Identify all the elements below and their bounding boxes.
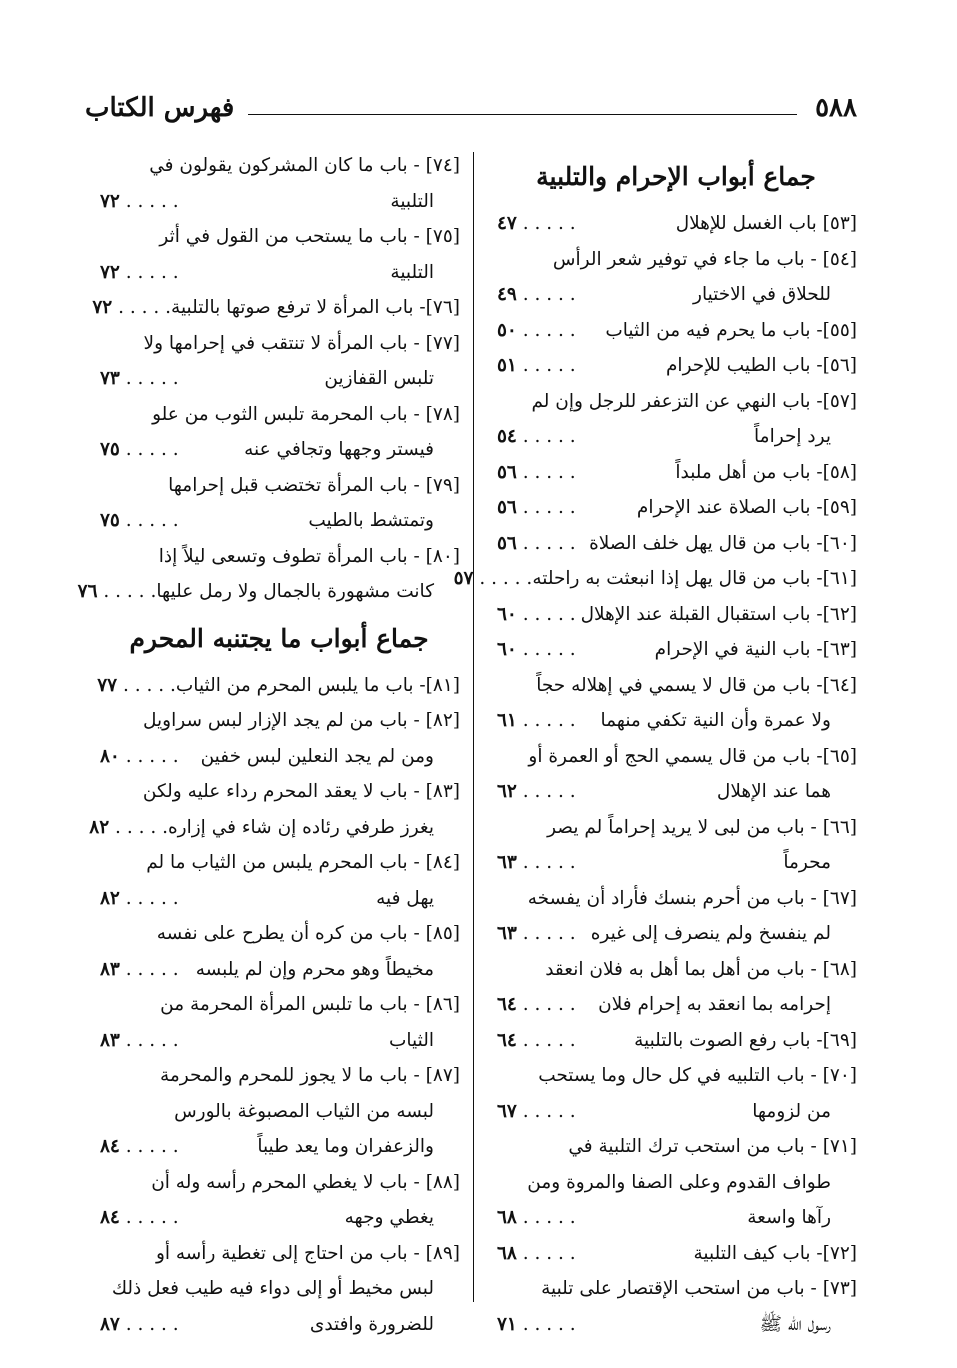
- index-entry-line: [98, 539, 460, 575]
- index-entry-line: [98, 987, 460, 1023]
- entry-text: طواف القدوم وعلى الصفا والمروة ومن: [527, 1171, 831, 1193]
- entry-text: [٧٣] - باب من استحب الإقتصار على تلبية: [541, 1278, 857, 1299]
- index-entry-line: [98, 326, 460, 362]
- entry-text: لبسه من الثياب المصبوغة بالورس: [174, 1100, 434, 1122]
- index-entry-line: [495, 597, 857, 633]
- index-entry-line: [495, 242, 857, 278]
- index-entry-line: [495, 1058, 857, 1094]
- entry-page-number: . . . ٧٦: [76, 574, 157, 610]
- index-entry-line: [495, 739, 857, 775]
- index-entry-line: [98, 703, 460, 739]
- entry-text: [٧٤] - باب ما كان المشركون يقولون في: [149, 155, 460, 176]
- index-entry-line: [98, 148, 460, 184]
- index-entry-line: [98, 845, 460, 881]
- index-entry-line: [98, 397, 460, 433]
- entry-text: [٦١]- باب من قال يهل إذا انبعثت به راحلته: [532, 568, 857, 589]
- index-entry-line: [98, 1307, 460, 1343]
- entry-page-number: . . . ٤٩: [495, 277, 576, 313]
- entry-text: [٦٧] - باب من أحرم بنسك فأراد أن يفسخه: [527, 887, 857, 909]
- entry-page-number: . . . ٨٢: [98, 881, 179, 917]
- entry-text: [٦٤]- باب من قال لا يسمي في إهلاله حجاً: [536, 674, 857, 696]
- entry-page-number: . . . ٥٧: [452, 561, 533, 597]
- entry-text: وتمتشط بالطيب: [308, 510, 434, 531]
- entry-text: رسول الله ﷺ: [759, 1313, 831, 1335]
- index-entry-line: [495, 348, 857, 384]
- entry-text: [٦٩]- باب رفع الصوت بالتلبية: [634, 1029, 857, 1051]
- entry-text: [٨٦] - باب ما تلبس المرأة المحرمة من: [160, 994, 460, 1015]
- index-entry-line: [98, 916, 460, 952]
- entry-text: يهل فيه: [376, 887, 434, 909]
- entry-page-number: . . . ٧٥: [98, 503, 179, 539]
- entry-page-number: . . . ٧١: [495, 1307, 576, 1343]
- index-entry-line: [98, 1129, 460, 1165]
- index-entry-line: [495, 1307, 857, 1343]
- index-entry-line: [98, 1058, 460, 1094]
- entry-text: [٨٧] - باب ما لا يجوز للمحرم والمحرمة: [159, 1065, 460, 1086]
- index-entry-line: [495, 1200, 857, 1236]
- index-entry-line: [98, 184, 460, 220]
- entry-page-number: . . . ٥٦: [495, 526, 576, 562]
- entry-text: [٧٨] - باب المحرمة تلبس الثوب من علو: [152, 403, 460, 425]
- entry-page-number: . . . ٦٤: [495, 987, 576, 1023]
- index-entry-line: [98, 739, 460, 775]
- entry-page-number: . . . ٧٢: [90, 290, 171, 326]
- header-rule: [248, 114, 797, 115]
- entry-text: تلبس القفازين: [324, 368, 434, 389]
- index-entry-line: [98, 1271, 460, 1307]
- entry-text: مخيطاً وهو محرم وإن لم يلبسه: [195, 958, 434, 980]
- index-entry-line: [495, 277, 857, 313]
- entry-page-number: . . . ٤٧: [495, 206, 576, 242]
- entry-page-number: . . . ٦٣: [495, 916, 576, 952]
- entry-text: [٨٤] - باب المحرم يلبس من الثياب ما لم: [146, 852, 460, 873]
- entry-text: كانت مشهورة بالجمال ولا رمل عليها: [156, 581, 434, 602]
- index-entry-line: [495, 916, 857, 952]
- entry-text: [٥٦]- باب الطيب للإحرام: [665, 355, 857, 376]
- entry-text: ولا عمرة وأن النية تكفي منهما: [600, 710, 831, 731]
- index-entry-line: [495, 987, 857, 1023]
- index-entry-line: [495, 419, 857, 455]
- index-entry-line: [495, 703, 857, 739]
- index-entry-line: [98, 774, 460, 810]
- entry-text: [٦٢]- باب استقبال القبلة عند الإهلال: [580, 603, 857, 625]
- entry-text: لم ينفسخ ولم ينصرف إلى غيره: [590, 923, 831, 944]
- index-entry-line: [98, 881, 460, 917]
- running-title: فهرس الكتاب: [85, 93, 235, 123]
- entry-text: رآها واسعة: [747, 1207, 831, 1228]
- index-entry-line: [77, 574, 460, 610]
- page-number: ٥٨٨: [815, 93, 857, 123]
- index-entry-line: [92, 290, 460, 326]
- entry-page-number: . . . ٨٣: [98, 952, 179, 988]
- entry-text: ومن لم يجد النعلين لبس خفين: [200, 745, 434, 767]
- index-entry-line: [495, 1129, 857, 1165]
- index-entry-line: [495, 490, 857, 526]
- section-title-ihram: جماع أبواب الإحرام والتلبية: [536, 162, 816, 191]
- entry-text: يغطي وجهه: [344, 1207, 434, 1228]
- entry-text: [٧٠] - باب التلبيه في كل حال وما يستحب: [538, 1065, 857, 1086]
- entry-page-number: . . . ٨٢: [87, 810, 168, 846]
- entry-page-number: . . . ٨٤: [98, 1129, 179, 1165]
- entry-page-number: . . . ٧٢: [98, 255, 179, 291]
- column-divider: [473, 152, 474, 1302]
- entry-text: [٨٥] - باب من كره أن يطرح على نفسه: [156, 923, 460, 944]
- entry-page-number: . . . ٨٠: [98, 739, 179, 775]
- entry-page-number: . . . ٥٠: [495, 313, 576, 349]
- entry-page-number: . . . ٦٠: [495, 597, 576, 633]
- entry-text: [٨٣] - باب لا يعقد المحرم رداء عليه ولكن: [142, 781, 460, 802]
- entry-text: لبس مخيط أو إلى دواء فيه طيب فعل ذلك: [111, 1278, 434, 1299]
- entry-text: التلبية: [390, 261, 434, 283]
- entry-text: [٦٨] - باب من أهل بما أهل به فلان انعقد: [545, 958, 857, 980]
- right-column-entries: [453, 206, 857, 1342]
- entry-text: [٧٢]- باب كيف التلبية: [693, 1242, 857, 1264]
- left-column-entries-1: [77, 148, 460, 610]
- left-column: [77, 148, 460, 1342]
- entry-text: [٥٤] - باب ما جاء في توفير شعر الرأس: [552, 248, 857, 270]
- entry-text: [٥٩]- باب الصلاة عند الإحرام: [636, 497, 857, 518]
- index-entry-line: [495, 206, 857, 242]
- index-entry-line: [453, 561, 857, 597]
- index-entry-line: [495, 845, 857, 881]
- entry-text: [٧٦]- باب المرأة لا ترفع صوتها بالتلبية: [171, 297, 460, 318]
- entry-text: [٧٧] - باب المرأة لا تنتقب في إحرامها ولا: [143, 332, 460, 354]
- index-entry-line: [495, 455, 857, 491]
- entry-text: [٥٧]- باب النهي عن التزعفر للرجل وإن لم: [531, 390, 857, 412]
- entry-page-number: . . . ٦١: [495, 703, 576, 739]
- index-entry-line: [98, 432, 460, 468]
- index-entry-line: [495, 632, 857, 668]
- right-column: [453, 148, 857, 1342]
- entry-text: [٨٩] - باب من احتاج إلى تغطية رأسه أو: [155, 1242, 460, 1264]
- entry-text: [٦٣]- باب النية في الإحرام: [654, 639, 857, 660]
- index-entry-line: [98, 952, 460, 988]
- index-entry-line: [98, 668, 460, 704]
- entry-text: [٦٥]- باب من قال يسمي الحج أو العمرة أو: [528, 745, 857, 767]
- index-entry-line: [495, 1236, 857, 1272]
- entry-page-number: . . . ٦٨: [495, 1236, 576, 1272]
- section-title-prohibitions: جماع أبواب ما يجتنبه المحرم: [129, 623, 429, 653]
- entry-page-number: . . . ٥٦: [495, 490, 576, 526]
- index-entry-line: [98, 1200, 460, 1236]
- entry-page-number: . . . ٥١: [495, 348, 576, 384]
- index-entry-line: [495, 1023, 857, 1059]
- entry-text: [٨٨] - باب لا يغطي المحرم رأسه وله أن: [151, 1171, 460, 1193]
- entry-text: [٥٣] باب الغسل للإهلال: [675, 213, 857, 234]
- index-entry-line: [98, 503, 460, 539]
- page-header: [85, 88, 857, 128]
- index-entry-line: [89, 810, 460, 846]
- index-entry-line: [495, 526, 857, 562]
- index-entry-line: [495, 313, 857, 349]
- entry-text: والزعفران وما يعد طيباً: [257, 1136, 434, 1157]
- entry-text: للحلاق في الاختيار: [693, 284, 831, 305]
- index-entry-line: [495, 1165, 857, 1201]
- index-entry-line: [98, 219, 460, 255]
- index-entry-line: [98, 255, 460, 291]
- entry-page-number: . . . ٦٣: [495, 845, 576, 881]
- entry-text: [٨٠] - باب المرأة تطوف وتسعى ليلاً إذا: [158, 545, 460, 567]
- entry-page-number: . . . ٧٥: [98, 432, 179, 468]
- entry-text: التلبية: [390, 190, 434, 212]
- index-entry-line: [495, 1094, 857, 1130]
- entry-text: من لزومها: [752, 1100, 831, 1122]
- entry-text: محرماً: [783, 852, 831, 873]
- entry-text: [٥٥]- باب ما يحرم فيه من الثياب: [605, 319, 857, 341]
- entry-text: [٨٢] - باب من لم يجد الإزار لبس سراويل: [143, 710, 460, 731]
- entry-page-number: . . . ٨٣: [98, 1023, 179, 1059]
- entry-page-number: . . . ٧٧: [95, 668, 176, 704]
- entry-page-number: . . . ٥٤: [495, 419, 576, 455]
- entry-text: [٥٨]- باب من أهل ملبداً: [675, 461, 857, 483]
- entry-page-number: . . . ٧٢: [98, 184, 179, 220]
- entry-text: [٧٥] - باب ما يستحب من القول في أثر: [159, 226, 460, 247]
- index-entry-line: [495, 952, 857, 988]
- index-entry-line: [98, 1023, 460, 1059]
- index-entry-line: [98, 1165, 460, 1201]
- entry-page-number: . . . ٧٣: [98, 361, 179, 397]
- entry-text: يرد إحراماً: [754, 426, 831, 447]
- entry-text: [٧١] - باب من استحب ترك التلبية في: [568, 1136, 857, 1157]
- entry-page-number: . . . ٦٠: [495, 632, 576, 668]
- entry-text: [٦٦] - باب من لبى لا يريد إحراماً لم يصر: [547, 816, 857, 838]
- index-entry-line: [98, 361, 460, 397]
- entry-text: [٦٠]- باب من قال يهل خلف الصلاة: [589, 532, 857, 554]
- index-entry-line: [495, 384, 857, 420]
- entry-text: الثياب: [389, 1029, 434, 1051]
- entry-text: فيستر وجهها وتجافي عنه: [244, 439, 434, 460]
- entry-text: يغرز طرفي رئاده إن شاء في إزاره: [167, 816, 434, 838]
- entry-page-number: . . . ٨٧: [98, 1307, 179, 1343]
- entry-page-number: . . . ٥٦: [495, 455, 576, 491]
- entry-page-number: . . . ٦٧: [495, 1094, 576, 1130]
- index-entry-line: [98, 1094, 460, 1130]
- entry-page-number: . . . ٦٤: [495, 1023, 576, 1059]
- index-entry-line: [495, 810, 857, 846]
- entry-text: هما عند الإهلال: [716, 781, 831, 802]
- left-column-entries-2: [89, 668, 460, 1343]
- entry-text: [٨١]- باب ما يلبس المحرم من الثياب: [175, 674, 460, 696]
- index-entry-line: [495, 668, 857, 704]
- entry-page-number: . . . ٦٨: [495, 1200, 576, 1236]
- entry-text: للضرورة وافتدى: [309, 1313, 434, 1335]
- index-entry-line: [495, 1271, 857, 1307]
- entry-text: إحرامه بما انعقد به إحرام فلان: [598, 994, 831, 1015]
- entry-page-number: . . . ٦٢: [495, 774, 576, 810]
- entry-page-number: . . . ٨٤: [98, 1200, 179, 1236]
- index-entry-line: [495, 774, 857, 810]
- entry-text: [٧٩] - باب المرأة تختضب قبل إحرامها: [168, 474, 460, 496]
- index-entry-line: [495, 881, 857, 917]
- index-entry-line: [98, 1236, 460, 1272]
- index-entry-line: [98, 468, 460, 504]
